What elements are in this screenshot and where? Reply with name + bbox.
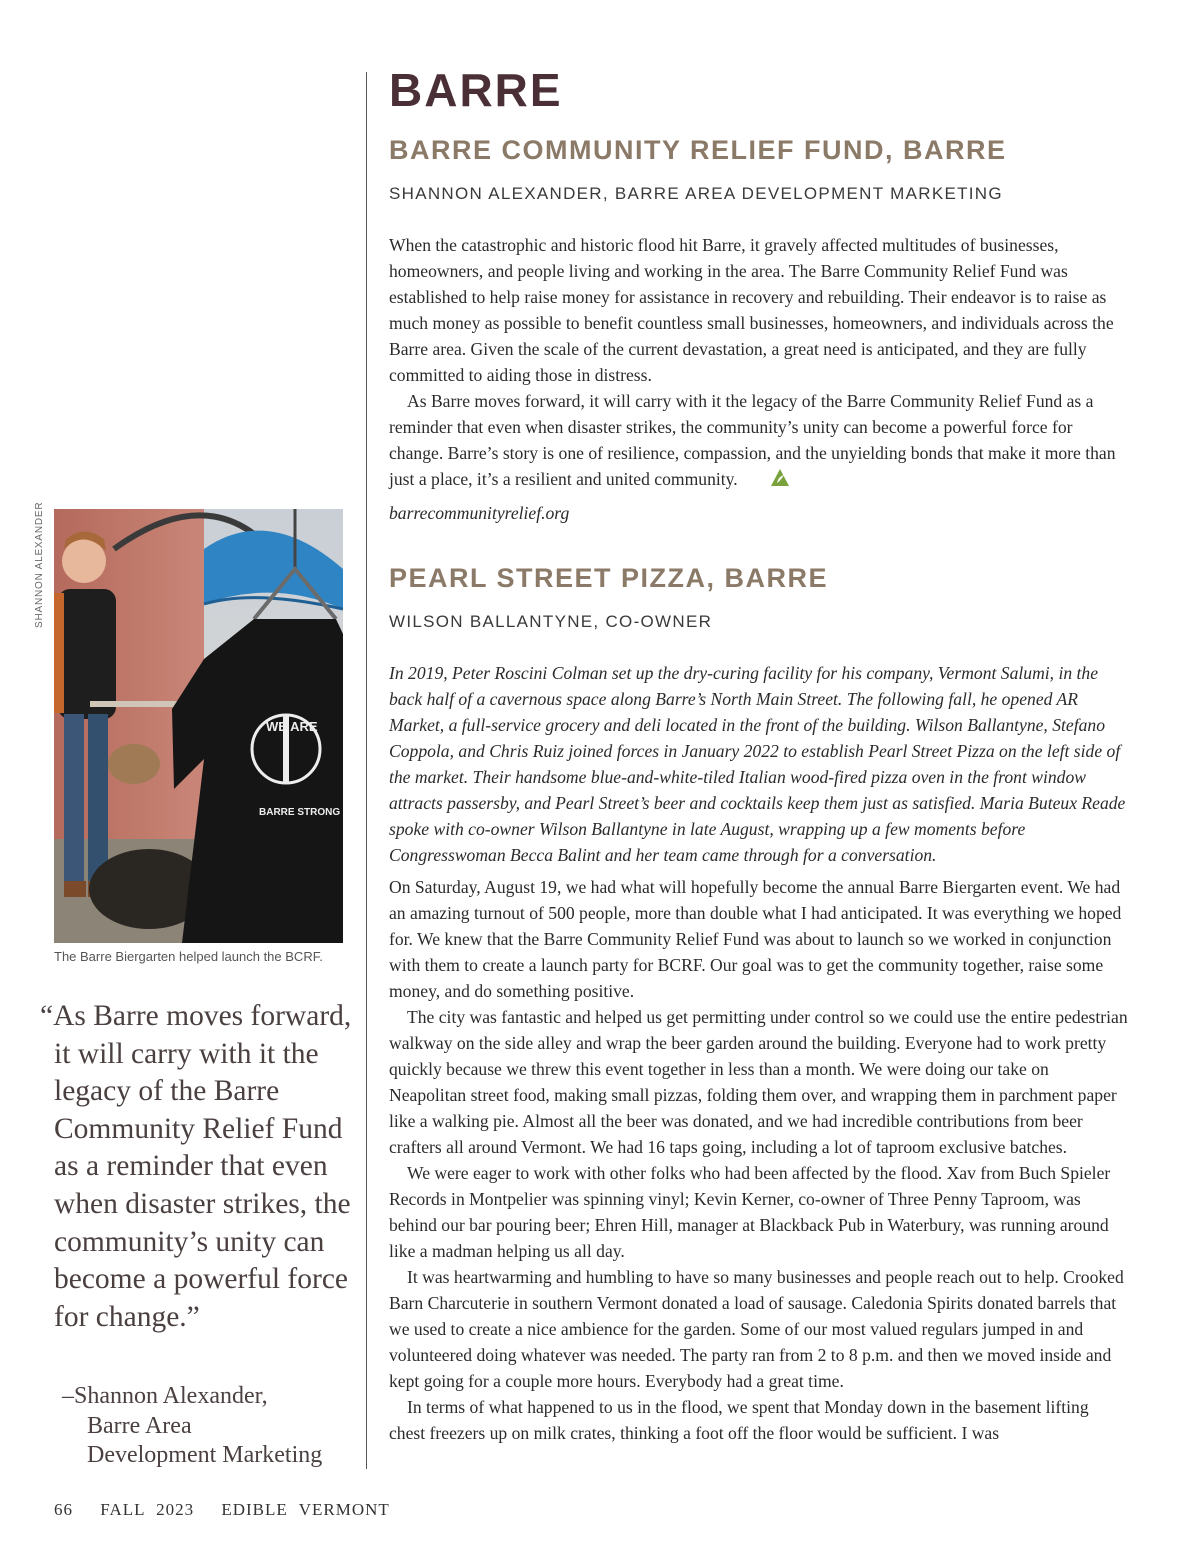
photo-credit: SHANNON ALEXANDER bbox=[34, 501, 45, 628]
intro-paragraph: In 2019, Peter Roscini Colman set up the dry-curing facility for his company, Vermont Salumi, in the back half of a cavernous space along Barre’s North Main Street. The following fall, he opened AR Market, a full-service grocery and deli located in the front of the building. Wilson Ballantyne, Stefano Coppola, and Chris Ruiz joined forces in January 2022 to establish Pearl Street Pizza on the left side of the market. Their handsome blue-and-white-tiled Italian wood-fired pizza oven in the front window attracts passersby, and Pearl Street’s beer and cocktails keep them just as satisfied. Maria Buteux Reade spoke with co-owner Wilson Ballantyne in late August, wrapping up a few moments before Congresswoman Becca Balint and her team came through for a conversation. bbox=[389, 663, 1126, 865]
magazine-name: EDIBLE VERMONT bbox=[221, 1500, 390, 1519]
pull-quote-text: “As Barre moves forward, it will carry with it the legacy of the Barre Community Relief Fund as a reminder that even when disaster strikes, the community’s unity can become a powerful force for change.” bbox=[40, 1000, 352, 1333]
attribution-line: Barre Area bbox=[87, 1412, 192, 1439]
page-number: 66 bbox=[54, 1500, 73, 1519]
page-footer bbox=[54, 1500, 390, 1520]
leaf-icon bbox=[752, 468, 772, 488]
paragraph: We were eager to work with other folks who had been affected by the flood. Xav from Buch Spieler Records in Montpelier was spinning vinyl; Kevin Kerner, co-owner of Three Penny Taproom, was behind our bar pouring beer; Ehren Hill, manager at Blackback Pub in Waterbury, was running around like a madman helping us all day. bbox=[389, 1163, 1111, 1261]
article-body-pearl-street bbox=[389, 660, 1129, 1446]
column-divider bbox=[366, 72, 367, 1469]
shirt-text-top: WE ARE bbox=[266, 719, 318, 734]
byline-pearl-street: WILSON BALLANTYNE, CO-OWNER bbox=[389, 612, 713, 631]
pull-quote bbox=[40, 998, 360, 1336]
story-title-pearl-street: PEARL STREET PIZZA, BARRE bbox=[389, 563, 829, 593]
section-title: BARRE bbox=[389, 64, 563, 116]
pull-quote-attribution bbox=[62, 1382, 362, 1471]
paragraph: The city was fantastic and helped us get permitting under control so we could use the entire pedestrian walkway on the side alley and wrap the beer garden around the building. Everyone had to work pretty quickly because we threw this event together in less than a month. We were doing our take on Neapolitan street food, making small pizzas, folding them over, and wrapping them in parchment paper like a walking pie. Almost all the beer was donated, and we had incredible contributions from beer crafters all around Vermont. We had 16 taps going, including a lot of taproom exclusive batches. bbox=[389, 1007, 1128, 1157]
story-title-relief-fund: BARRE COMMUNITY RELIEF FUND, BARRE bbox=[389, 135, 1007, 165]
paragraph: It was heartwarming and humbling to have so many businesses and people reach out to help. Crooked Barn Charcuterie in southern Vermont donated a load of sausage. Caledonia Spirits donated barrels that we used to create a nice ambience for the garden. Some of our most valued regulars jumped in and volunteered doing whatever was needed. The party ran from 2 to 8 p.m. and then we moved inside and kept going for a couple more hours. Everybody had a great time. bbox=[389, 1267, 1124, 1391]
main-column bbox=[389, 62, 1129, 1446]
issue-label: FALL 2023 bbox=[100, 1500, 195, 1519]
attribution-line: –Shannon Alexander, bbox=[62, 1383, 268, 1409]
shirt-text-bottom: BARRE STRONG bbox=[259, 807, 341, 818]
paragraph: In terms of what happened to us in the flood, we spent that Monday down in the basement lifting chest freezers up on milk crates, thinking a foot off the floor would be sufficient. I was bbox=[389, 1397, 1089, 1443]
byline-relief-fund: SHANNON ALEXANDER, BARRE AREA DEVELOPMENT MARKETING bbox=[389, 184, 1003, 203]
attribution-line: Development Marketing bbox=[87, 1442, 323, 1468]
photo-caption: The Barre Biergarten helped launch the BCRF. bbox=[54, 949, 323, 964]
paragraph: On Saturday, August 19, we had what will hopefully become the annual Barre Biergarten event. We had an amazing turnout of 500 people, more than double what I had anticipated. It was everything we hoped for. We knew that the Barre Community Relief Fund was about to launch so we worked in conjunction with them to create a launch party for BCRF. Our goal was to get the community together, raise some money, and do something positive. bbox=[389, 877, 1122, 1001]
biergarten-photo bbox=[54, 509, 343, 943]
article-body-relief-fund bbox=[389, 232, 1129, 492]
paragraph: As Barre moves forward, it will carry with it the legacy of the Barre Community Relief Fund as a reminder that even when disaster strikes, the community’s unity can become a powerful force for change. Barre’s story is one of resilience, compassion, and the unyielding bonds that make it more than just a place, it’s a resilient and united community. bbox=[389, 391, 1116, 489]
paragraph: When the catastrophic and historic flood hit Barre, it gravely affected multitudes of businesses, homeowners, and people living and working in the area. The Barre Community Relief Fund was established to help raise money for assistance in recovery and rebuilding. Their endeavor is to raise as much money as possible to benefit countless small businesses, homeowners, and individuals across the Barre area. Given the scale of the current devastation, a great need is anticipated, and they are fully committed to aiding those in distress. bbox=[389, 235, 1114, 385]
photo-illustration bbox=[54, 509, 343, 943]
website-link[interactable]: barrecommunityrelief.org bbox=[389, 503, 570, 523]
